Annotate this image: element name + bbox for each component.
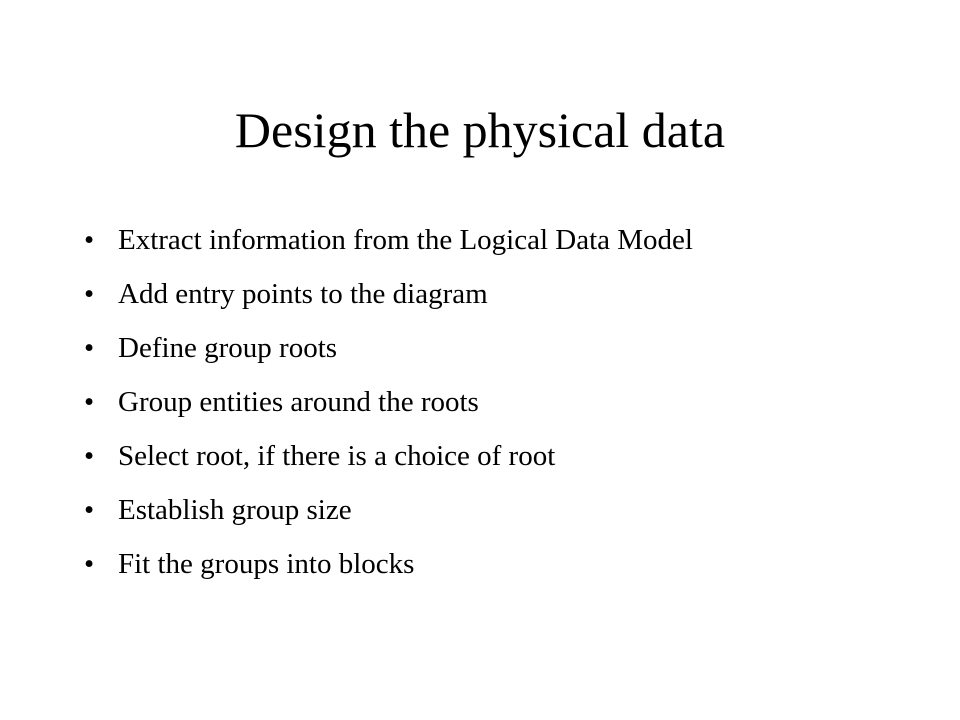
slide-title: Design the physical data bbox=[234, 102, 726, 158]
bullet-marker: • bbox=[84, 278, 95, 310]
bullet-marker: • bbox=[84, 224, 95, 256]
bullet-text: Group entities around the roots bbox=[118, 386, 479, 418]
bullet-item bbox=[84, 382, 904, 436]
bullet-item bbox=[84, 436, 904, 490]
bullet-marker: • bbox=[84, 440, 95, 472]
bullet-text: Define group roots bbox=[118, 332, 338, 364]
bullet-text: Establish group size bbox=[118, 494, 352, 526]
bullet-text: Fit the groups into blocks bbox=[118, 548, 415, 580]
bullet-list bbox=[84, 220, 904, 598]
bullet-text: Select root, if there is a choice of root bbox=[118, 440, 556, 472]
bullet-marker: • bbox=[84, 386, 95, 418]
bullet-item bbox=[84, 220, 904, 274]
bullet-marker: • bbox=[84, 494, 95, 526]
bullet-text: Extract information from the Logical Data Model bbox=[118, 224, 693, 256]
bullet-item bbox=[84, 274, 904, 328]
bullet-item bbox=[84, 328, 904, 382]
bullet-item bbox=[84, 544, 904, 598]
bullet-text: Add entry points to the diagram bbox=[118, 278, 488, 310]
bullet-item bbox=[84, 490, 904, 544]
bullet-marker: • bbox=[84, 548, 95, 580]
bullet-marker: • bbox=[84, 332, 95, 364]
